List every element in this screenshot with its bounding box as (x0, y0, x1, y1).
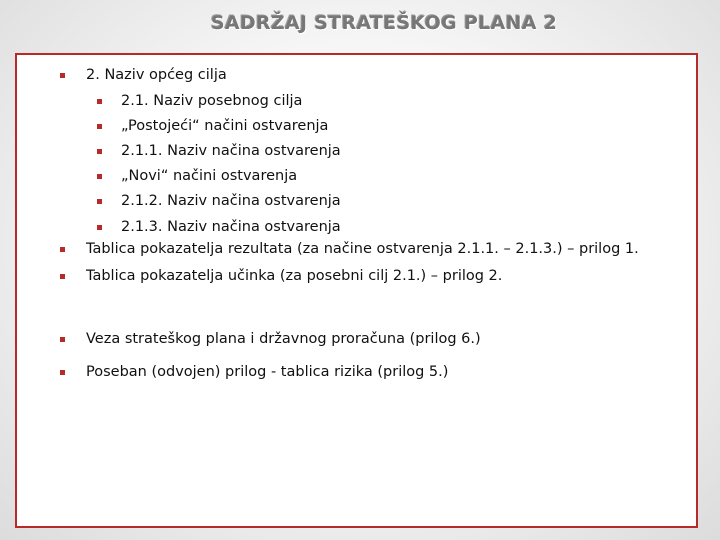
bullet-marker-icon (60, 370, 65, 375)
bullet-marker-icon (60, 274, 65, 279)
bullet-marker-icon (60, 247, 65, 252)
bullet-method-2-1-3 (121, 217, 341, 237)
bullet-marker-icon (97, 199, 102, 204)
bullet-text: 2. Naziv općeg cilja (86, 67, 227, 83)
bullet-text: 2.1.2. Naziv načina ostvarenja (121, 193, 341, 209)
bullet-impact-indicators (86, 266, 502, 286)
bullet-marker-icon (97, 225, 102, 230)
bullet-existing-methods (121, 116, 328, 136)
bullet-text: Poseban (odvojen) prilog - tablica rizika (prilog 5.) (86, 364, 449, 380)
bullet-general-goal (86, 65, 227, 85)
bullet-text: „Postojeći“ načini ostvarenja (121, 118, 329, 134)
bullet-marker-icon (97, 174, 102, 179)
bullet-marker-icon (97, 149, 102, 154)
bullet-new-methods (121, 166, 297, 186)
bullet-method-2-1-1 (121, 141, 341, 161)
bullet-specific-goal (121, 91, 302, 111)
content-box (15, 53, 698, 528)
bullet-marker-icon (60, 337, 65, 342)
bullet-risk-table (86, 362, 448, 382)
bullet-marker-icon (97, 124, 102, 129)
bullet-budget-link (86, 329, 481, 349)
bullet-method-2-1-2 (121, 191, 341, 211)
bullet-text: „Novi“ načini ostvarenja (121, 168, 298, 184)
bullet-text: Tablica pokazatelja rezultata (za načine ostvarenja 2.1.1. – 2.1.3.) – prilog 1. (86, 241, 639, 257)
bullet-text: Veza strateškog plana i državnog proračuna (prilog 6.) (86, 331, 481, 347)
bullet-text: 2.1. Naziv posebnog cilja (121, 93, 303, 109)
bullet-result-indicators (86, 239, 639, 259)
bullet-text: Tablica pokazatelja učinka (za posebni cilj 2.1.) – prilog 2. (86, 268, 503, 284)
bullet-marker-icon (60, 73, 65, 78)
bullet-marker-icon (97, 99, 102, 104)
bullet-text: 2.1.3. Naziv načina ostvarenja (121, 219, 341, 235)
slide-title: SADRŽAJ STRATEŠKOG PLANA 2 (210, 12, 558, 34)
bullet-text: 2.1.1. Naziv načina ostvarenja (121, 143, 341, 159)
